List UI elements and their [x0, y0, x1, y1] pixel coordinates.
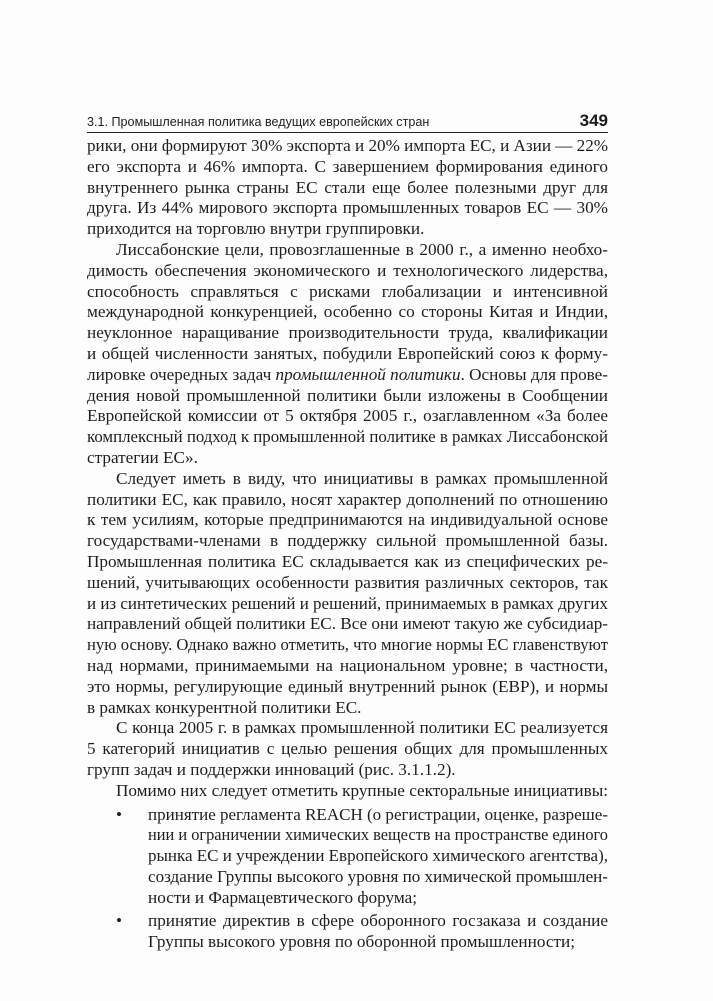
text-line: [87, 427, 608, 448]
text-line: [87, 635, 608, 656]
line-text: ную основу. Однако важно отметить, что многие нормы ЕС главенствуют: [87, 635, 608, 655]
line-text: это нормы, регулирующие единый внутренний рынок (ЕВР), и нормы: [87, 676, 608, 696]
bullet-icon: •: [116, 804, 123, 824]
text-line: [87, 302, 608, 323]
text-line: [87, 656, 608, 677]
line-text: Промышленная политика ЕС складывается как из специфических ре-: [87, 551, 608, 571]
text-line: [87, 594, 608, 615]
text-line: [87, 365, 608, 386]
text-line: [87, 261, 608, 282]
line-text: Лиссабонские цели, провозглашенные в 2000 г., а именно необхо-: [116, 239, 608, 259]
line-text: 5 категорий инициатив с целью решения общих для промышленных: [87, 739, 608, 759]
line-text: Помимо них следует отметить крупные секторальные инициативы:: [116, 780, 608, 800]
text-line: [87, 198, 608, 219]
text-line: [148, 805, 608, 826]
line-text: групп задач и поддержки инноваций (рис. 3.1.1.2).: [87, 759, 456, 779]
text-line: [87, 781, 608, 802]
line-text: политики ЕС, как правило, носят характер дополнений по отношению: [87, 489, 608, 509]
line-text: принятие регламента REACH (о регистрации, оценке, разреше-: [148, 804, 608, 824]
paragraph: [87, 718, 608, 780]
line-text: направлений общей политики ЕС. Все они имеют такую же субсидиар-: [87, 614, 608, 634]
line-text: С конца 2005 г. в рамках промышленной политики ЕС реализуется: [116, 718, 608, 738]
text-line: [148, 846, 608, 867]
text-line: [87, 323, 608, 344]
line-text: создание Группы высокого уровня по химической промышлен-: [148, 866, 608, 886]
running-title: 3.1. Промышленная политика ведущих европейских стран: [87, 115, 430, 129]
line-text: приходится на торговлю внутри группировки.: [87, 219, 425, 239]
text-line: [87, 739, 608, 760]
paragraph: [87, 469, 608, 719]
text-line: [87, 698, 608, 719]
line-text: принятие директив в сфере оборонного госзаказа и создание: [148, 911, 608, 931]
line-text: государствами-членами в поддержку сильной промышленной базы.: [87, 531, 608, 551]
text-line: [87, 718, 608, 739]
text-line: [87, 386, 608, 407]
line-text: над нормами, принимаемыми на национальном уровне; в частности,: [87, 655, 608, 675]
line-text: комплексный подход к промышленной политике в рамках Лиссабонской: [87, 427, 608, 447]
line-text: ности и Фармацевтического форума;: [148, 887, 418, 907]
text-line: [87, 510, 608, 531]
emphasized-term: промышленной политики: [275, 364, 461, 384]
text-line: [87, 573, 608, 594]
line-text: Группы высокого уровня по оборонной промышленности;: [148, 932, 575, 952]
line-text: шений, учитывающих особенности развития различных секторов, так: [87, 572, 608, 592]
text-segment: лировке очередных задач: [87, 364, 276, 384]
text-line: [87, 136, 608, 157]
line-text: Европейской комиссии от 5 октября 2005 г., озаглавленном «За более: [87, 406, 608, 426]
line-text: к тем усилиям, которые предпринимаются на индивидуальной основе: [87, 510, 608, 530]
line-text: друга. Из 44% мирового экспорта промышленных товаров ЕС — 30%: [87, 198, 608, 218]
line-text: внутреннего рынка страны ЕС стали еще более полезными друг для: [87, 177, 608, 197]
text-line: [87, 282, 608, 303]
line-text: и из синтетических решений и решений, принимаемых в рамках других: [87, 593, 608, 613]
line-text: рики, они формируют 30% экспорта и 20% импорта ЕС, и Азии — 22%: [87, 136, 608, 155]
text-line: [148, 911, 608, 932]
line-text: неуклонное наращивание производительности труда, квалификации: [87, 323, 608, 343]
line-text: в рамках конкурентной политики ЕС.: [87, 697, 362, 717]
running-header: [87, 112, 608, 133]
text-line: [87, 677, 608, 698]
line-text: стратегии ЕС».: [87, 447, 198, 467]
text-line: [148, 888, 608, 909]
text-line: [148, 825, 608, 846]
text-line: [87, 531, 608, 552]
text-line: [87, 240, 608, 261]
page-body: [87, 136, 608, 953]
paragraph: [87, 781, 608, 802]
line-text: димость обеспечения экономического и технологического лидерства,: [87, 260, 608, 280]
text-line: [87, 344, 608, 365]
line-text: [87, 365, 608, 386]
bullet-item: [87, 911, 608, 953]
line-text: Следует иметь в виду, что инициативы в рамках промышленной: [116, 468, 608, 488]
text-line: [148, 867, 608, 888]
bullet-item: [87, 805, 608, 909]
text-line: [87, 614, 608, 635]
line-text: международной конкуренцией, особенно со стороны Китая и Индии,: [87, 302, 608, 322]
text-line: [87, 157, 608, 178]
text-segment: . Основы для прове-: [460, 364, 608, 384]
text-line: [87, 448, 608, 469]
line-text: и общей численности занятых, побудили Европейский союз к форму-: [87, 343, 608, 363]
text-line: [87, 406, 608, 427]
text-line: [148, 932, 608, 953]
line-text: его экспорта и 46% импорта. С завершением формирования единого: [87, 156, 608, 176]
line-text: нии и ограничении химических веществ на пространстве единого: [148, 825, 608, 845]
line-text: рынка ЕС и учреждении Европейского химического агентства),: [148, 846, 608, 866]
text-line: [87, 490, 608, 511]
paragraph: [87, 136, 608, 240]
bullet-icon: •: [116, 911, 123, 931]
text-line: [87, 552, 608, 573]
text-line: [87, 219, 608, 240]
text-line: [87, 469, 608, 490]
bullet-list: [87, 805, 608, 954]
page-number: 349: [579, 111, 608, 130]
line-text: способность справляться с рисками глобализации и интенсивной: [87, 281, 608, 301]
paragraph: [87, 240, 608, 469]
line-text: дения новой промышленной политики были изложены в Сообщении: [87, 385, 608, 405]
text-line: [87, 178, 608, 199]
text-line: [87, 760, 608, 781]
